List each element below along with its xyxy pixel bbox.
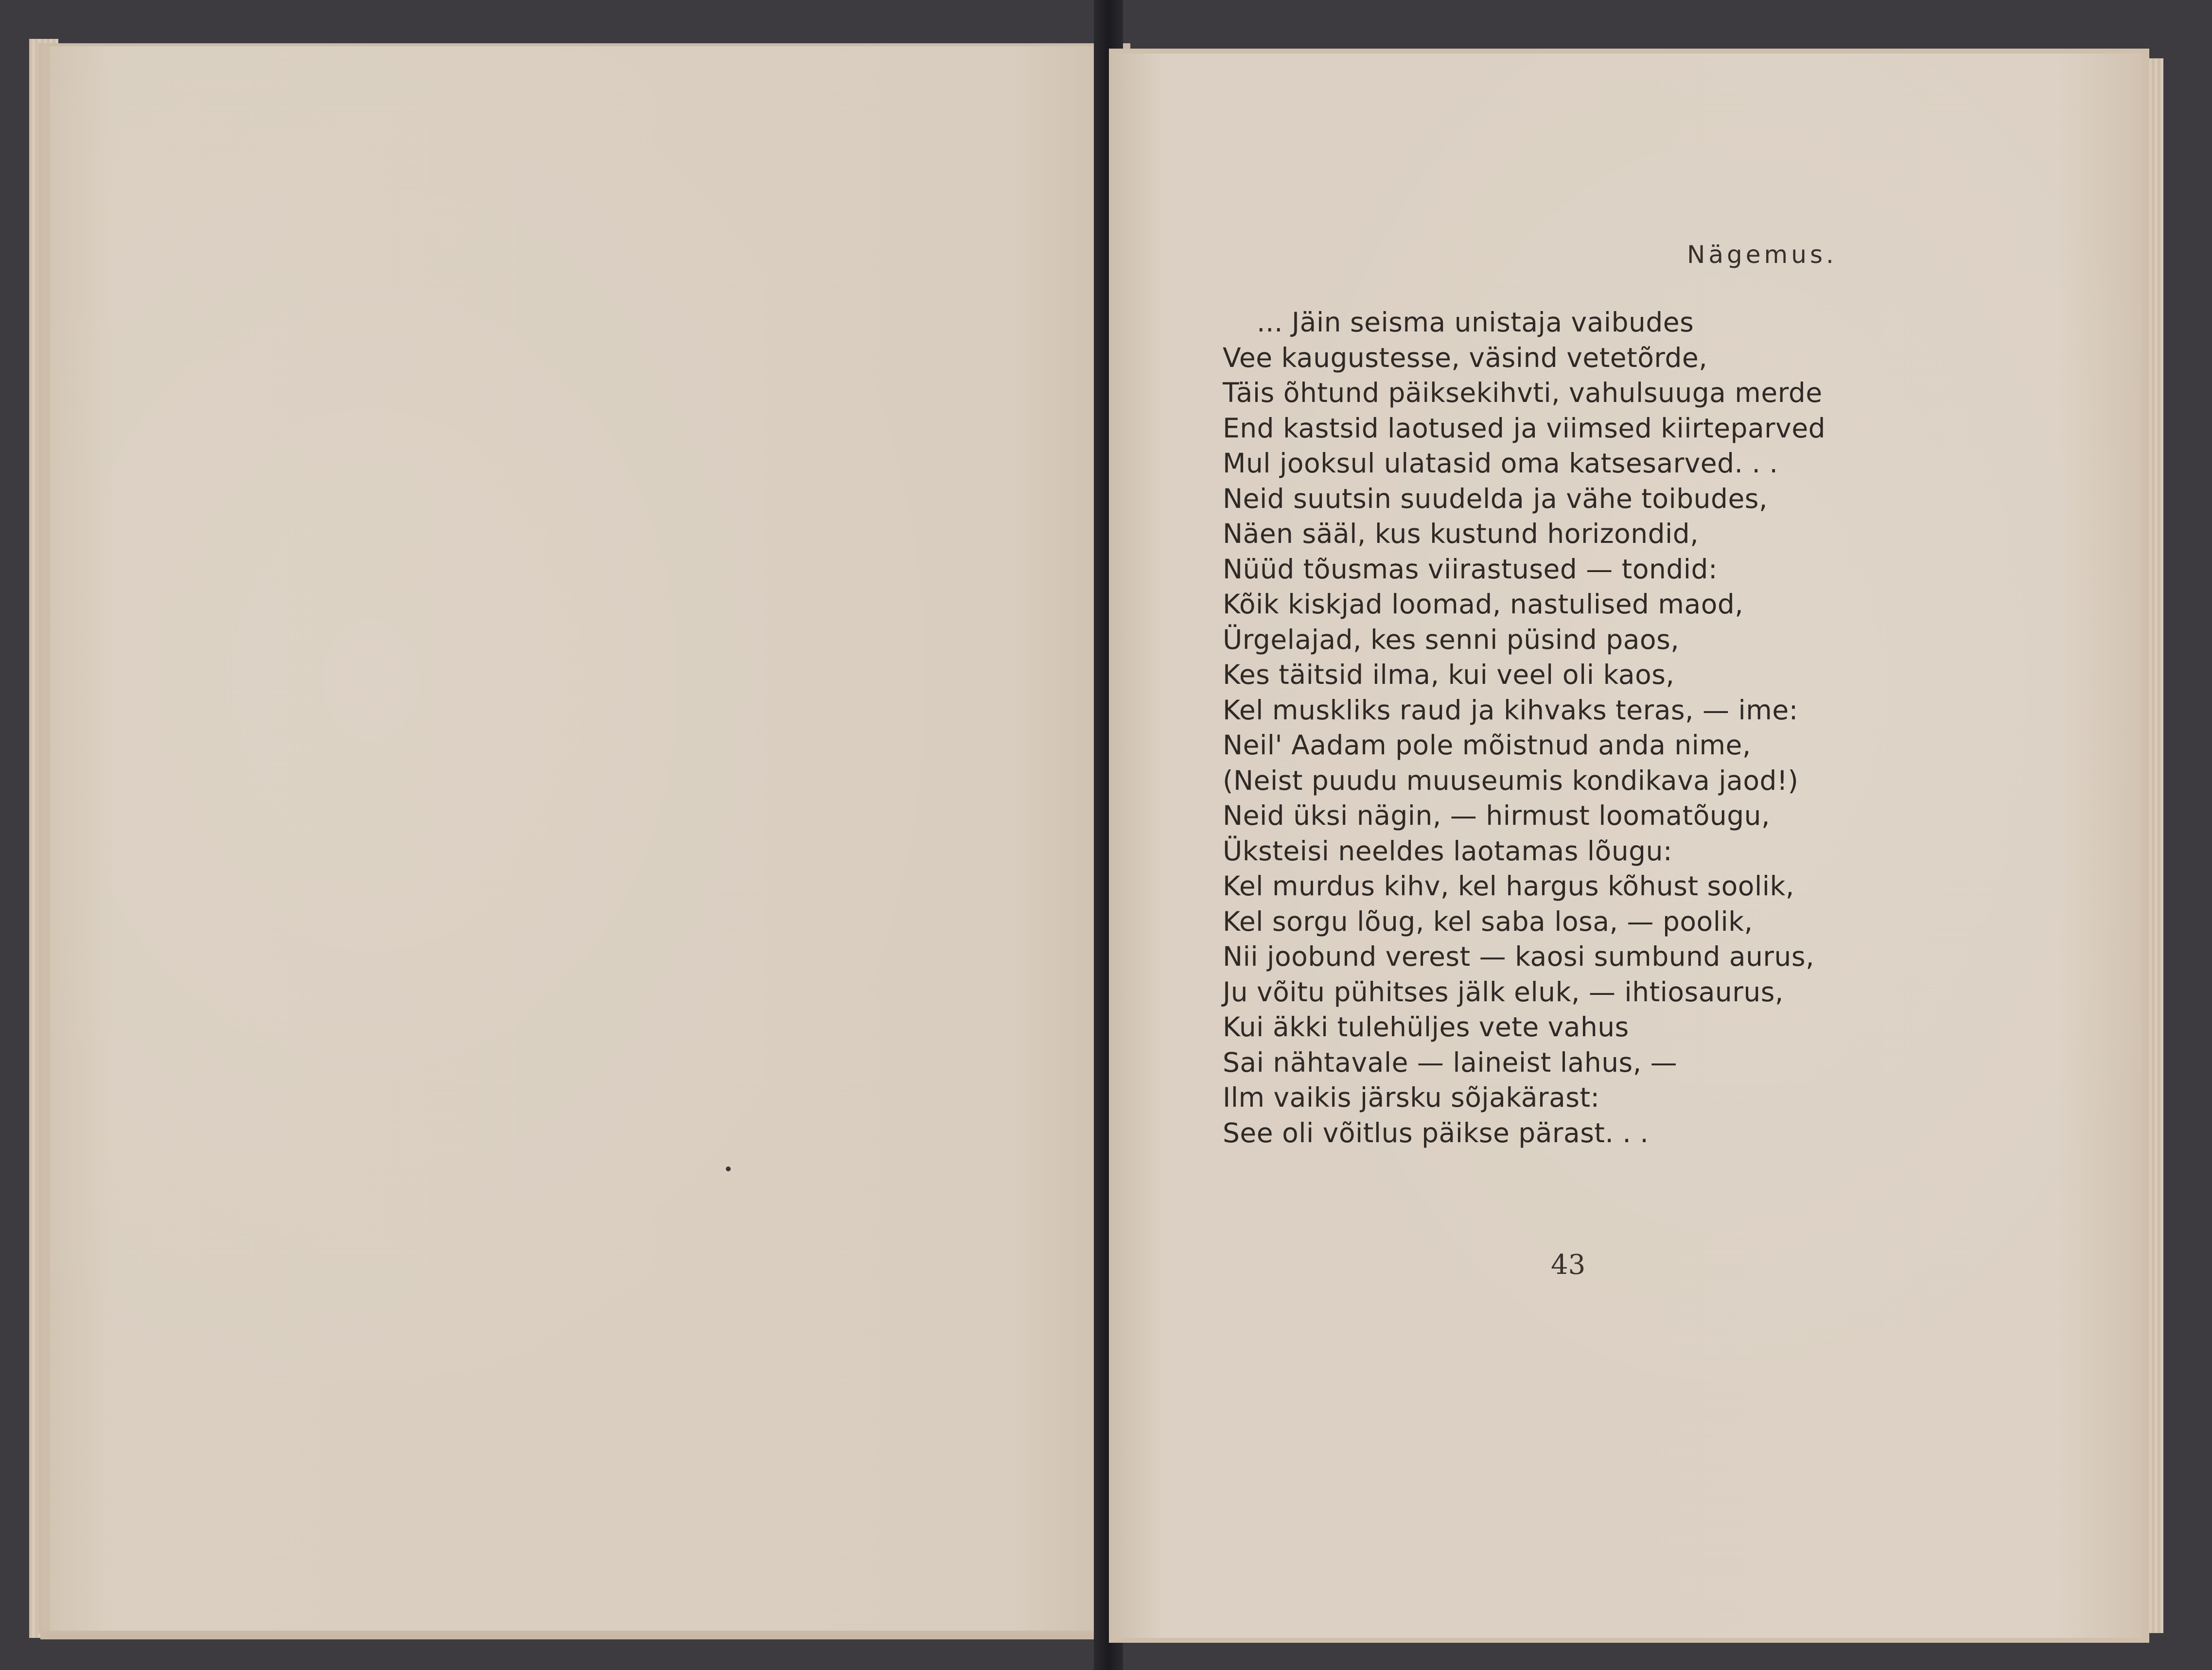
poem-line: Näen sääl, kus kustund horizondid, (1223, 518, 1699, 549)
poem-line: Kui äkki tulehüljes vete vahus (1223, 1011, 1629, 1043)
poem-line: Kel muskliks raud ja kihvaks teras, — ime: (1223, 694, 1798, 726)
poem-line: Ilm vaikis järsku sõjakärast: (1223, 1082, 1600, 1113)
poem-line: Kõik kiskjad loomad, nastulised maod, (1223, 589, 1744, 620)
poem-body (1223, 305, 1952, 1150)
poem-line: ... Jäin seisma unistaja vaibudes (1257, 307, 1694, 338)
poem-line: Ürgelajad, kes senni püsind paos, (1223, 624, 1680, 655)
poem-line: Kes täitsid ilma, kui veel oli kaos, (1223, 659, 1675, 690)
poem-line: Vee kaugustesse, väsind vetetõrde, (1223, 342, 1708, 373)
poem-line: Kel murdus kihv, kel hargus kõhust soolik, (1223, 870, 1794, 902)
poem-line: Üksteisi neeldes laotamas lõugu: (1223, 835, 1672, 867)
poem-line: Nii joobund verest — kaosi sumbund aurus, (1223, 941, 1815, 972)
poem-line: Ju võitu pühitses jälk eluk, — ihtiosaurus, (1223, 976, 1784, 1008)
poem-line: End kastsid laotused ja viimsed kiirteparved (1223, 412, 1826, 444)
left-page (41, 46, 1120, 1631)
poem-line: Nüüd tõusmas viirastused — tondid: (1223, 553, 1718, 585)
poem-line: Mul jooksul ulatasid oma katsesarved. . . (1223, 448, 1778, 479)
poem-line: Täis õhtund päiksekihvti, vahulsuuga merde (1223, 377, 1823, 408)
poem-line: Neid üksi nägin, — hirmust loomatõugu, (1223, 800, 1770, 831)
page-number: 43 (1551, 1249, 1586, 1281)
poem-line: Neid suutsin suudelda ja vähe toibudes, (1223, 483, 1768, 514)
poem-line: (Neist puudu muuseumis kondikava jaod!) (1223, 765, 1799, 796)
poem-line: Kel sorgu lõug, kel saba losa, — poolik, (1223, 905, 1753, 937)
poem-line: Neil' Aadam pole mõistnud anda nime, (1223, 730, 1751, 761)
poem-line: See oli võitlus päikse pärast. . . (1223, 1117, 1649, 1148)
poem-line: Sai nähtavale — laineist lahus, — (1223, 1046, 1678, 1078)
poem-title: Nägemus. (1687, 241, 1837, 269)
ink-speck (726, 1166, 731, 1171)
